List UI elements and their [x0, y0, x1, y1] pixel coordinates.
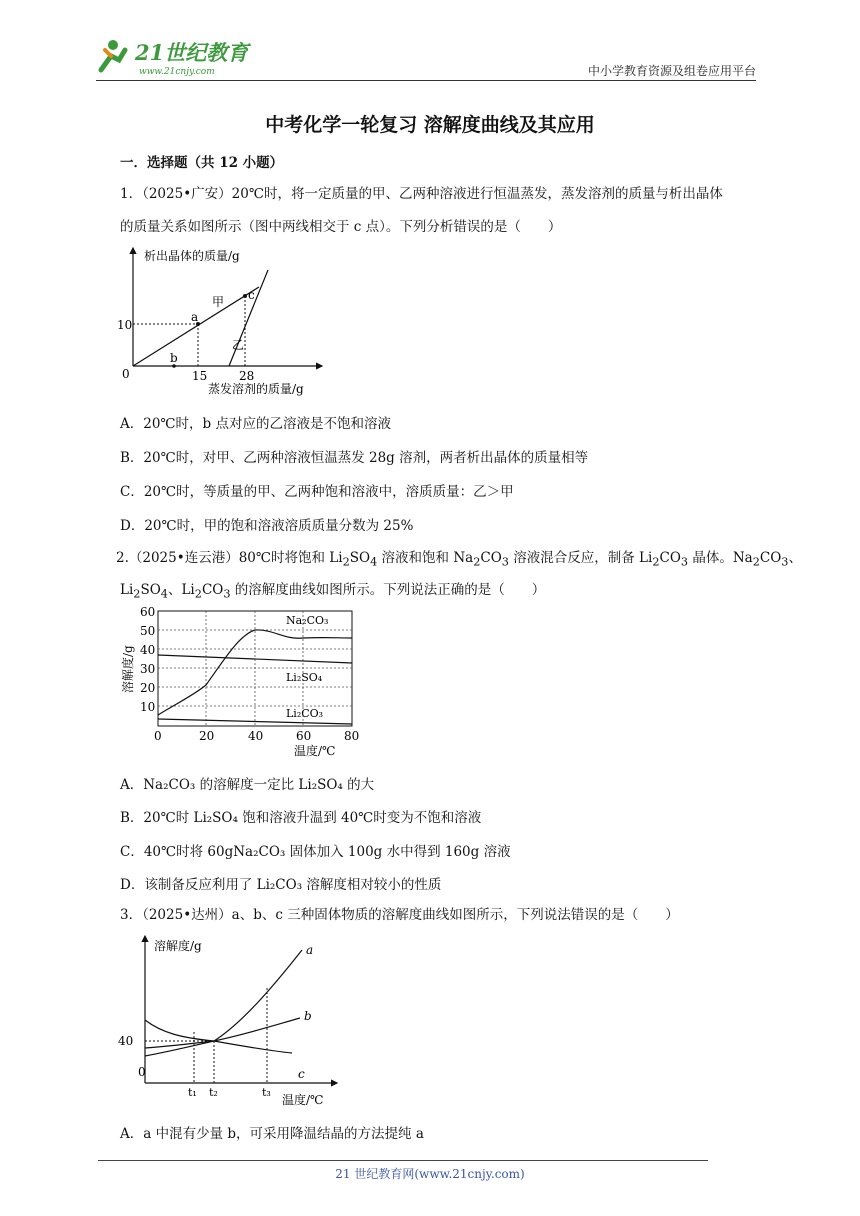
q2-figure: [114, 605, 364, 760]
q1-xtick-28: 28: [239, 369, 255, 383]
q1-ylabel: 析出晶体的质量/g: [144, 249, 240, 263]
q2-line1: 2.（2025•连云港）80℃时将饱和 $Li_2SO_4$ 溶液和饱和 $Na_2CO_3$ 溶液混合反应，制备 $Li_2CO_3$ 晶体。$Na_2CO_3$、: [116, 550, 802, 569]
q2-ytick-50: 50: [140, 624, 156, 638]
q1-label-b: b: [170, 351, 178, 365]
q3-xtick-t1: t₁: [188, 1086, 197, 1099]
header-platform-text: 中小学教育资源及组卷应用平台: [587, 64, 756, 78]
q2-xtick-40: 40: [248, 729, 264, 743]
page-title: 中考化学一轮复习 溶解度曲线及其应用: [265, 114, 595, 136]
q3-option-a: A．a 中混有少量 b，可采用降温结晶的方法提纯 a: [120, 1126, 424, 1142]
q1-point-c: [243, 294, 247, 298]
q1-option-b: B．20℃时，对甲、乙两种溶液恒温蒸发 28g 溶剂，两者析出晶体的质量相等: [120, 450, 589, 466]
q1-ytick-10: 10: [117, 318, 133, 332]
site-logo: [95, 36, 260, 78]
runner-logo-icon: [101, 40, 125, 70]
q1-line-jia: [133, 287, 259, 366]
q2-ytick-30: 30: [140, 662, 156, 676]
q2-line2: $Li_2SO_4$、$Li_2CO_3$ 的溶解度曲线如图所示。下列说法正确的是（ ）: [120, 582, 546, 601]
q3-series-b: b: [304, 1009, 312, 1023]
q2-series-li2co3: Li₂CO₃: [286, 707, 324, 720]
q2-ytick-10: 10: [140, 700, 156, 714]
q3-origin: 0: [138, 1065, 146, 1079]
q3-series-c: c: [298, 1067, 305, 1081]
q1-xtick-15: 15: [192, 369, 208, 383]
q1-figure: [112, 240, 332, 400]
q1-origin: 0: [122, 367, 130, 381]
q3-curve-c: [145, 1020, 292, 1053]
q2-option-c: C．40℃时将 60gNa₂CO₃ 固体加入 100g 水中得到 160g 溶液: [120, 844, 511, 860]
footer-link[interactable]: 21 世纪教育网(www.21cnjy.com): [335, 1167, 525, 1181]
q2-xtick-80: 80: [344, 729, 360, 743]
section-heading: 一．选择题（共 12 小题）: [120, 155, 284, 171]
q1-option-d: D．20℃时，甲的饱和溶液溶质质量分数为 25%: [120, 518, 414, 534]
q2-ylabel: 溶解度/g: [121, 645, 135, 693]
q3-line1: 3．（2025•达州）a、b、c 三种固体物质的溶解度曲线如图所示，下列说法错误的是（ ）: [120, 907, 679, 923]
q3-figure: [112, 928, 352, 1108]
q3-xtick-t3: t₃: [262, 1086, 271, 1099]
q2-option-a: A．Na₂CO₃ 的溶解度一定比 Li₂SO₄ 的大: [120, 777, 375, 793]
footer-divider: [98, 1160, 708, 1161]
q3-xtick-t2: t₂: [209, 1086, 218, 1099]
q3-ytick-40: 40: [118, 1034, 134, 1048]
q3-series-a: a: [306, 943, 314, 957]
q3-xlabel: 温度/℃: [282, 1093, 324, 1107]
q2-ytick-20: 20: [140, 681, 156, 695]
q1-xlabel: 蒸发溶剂的质量/g: [208, 382, 304, 396]
q2-xtick-20: 20: [199, 729, 215, 743]
q1-line2: 的质量关系如图所示（图中两线相交于 c 点）。下列分析错误的是（ ）: [120, 219, 562, 235]
logo-subtext: www.21cnjy.com: [139, 67, 215, 77]
q2-option-b: B．20℃时 Li₂SO₄ 饱和溶液升温到 40℃时变为不饱和溶液: [120, 810, 482, 826]
q1-label-jia: 甲: [212, 295, 225, 309]
q2-series-li2so4: Li₂SO₄: [286, 671, 323, 684]
q1-option-c: C．20℃时，等质量的甲、乙两种饱和溶液中，溶质质量：乙＞甲: [120, 484, 514, 500]
q2-option-d: D．该制备反应利用了 Li₂CO₃ 溶解度相对较小的性质: [120, 877, 442, 893]
q1-line1: 1．（2025•广安）20℃时，将一定质量的甲、乙两种溶液进行恒温蒸发，蒸发溶剂的质量与析出晶体: [120, 186, 723, 202]
q1-label-a: a: [191, 310, 199, 324]
header-divider: [96, 80, 756, 81]
q2-series-na2co3: Na₂CO₃: [286, 614, 329, 627]
q1-label-c: c: [248, 288, 255, 302]
q2-xlabel: 温度/℃: [294, 744, 336, 758]
q1-label-yi: 乙: [232, 338, 245, 352]
q2-ytick-40: 40: [140, 643, 156, 657]
q2-ytick-60: 60: [140, 605, 156, 619]
q3-curve-a: [145, 950, 302, 1056]
q2-xtick-60: 60: [296, 729, 312, 743]
logo-text: 21世纪教育: [135, 40, 249, 65]
q1-option-a: A．20℃时，b 点对应的乙溶液是不饱和溶液: [120, 416, 391, 432]
q2-xtick-0: 0: [154, 729, 162, 743]
q3-ylabel: 溶解度/g: [154, 939, 202, 953]
